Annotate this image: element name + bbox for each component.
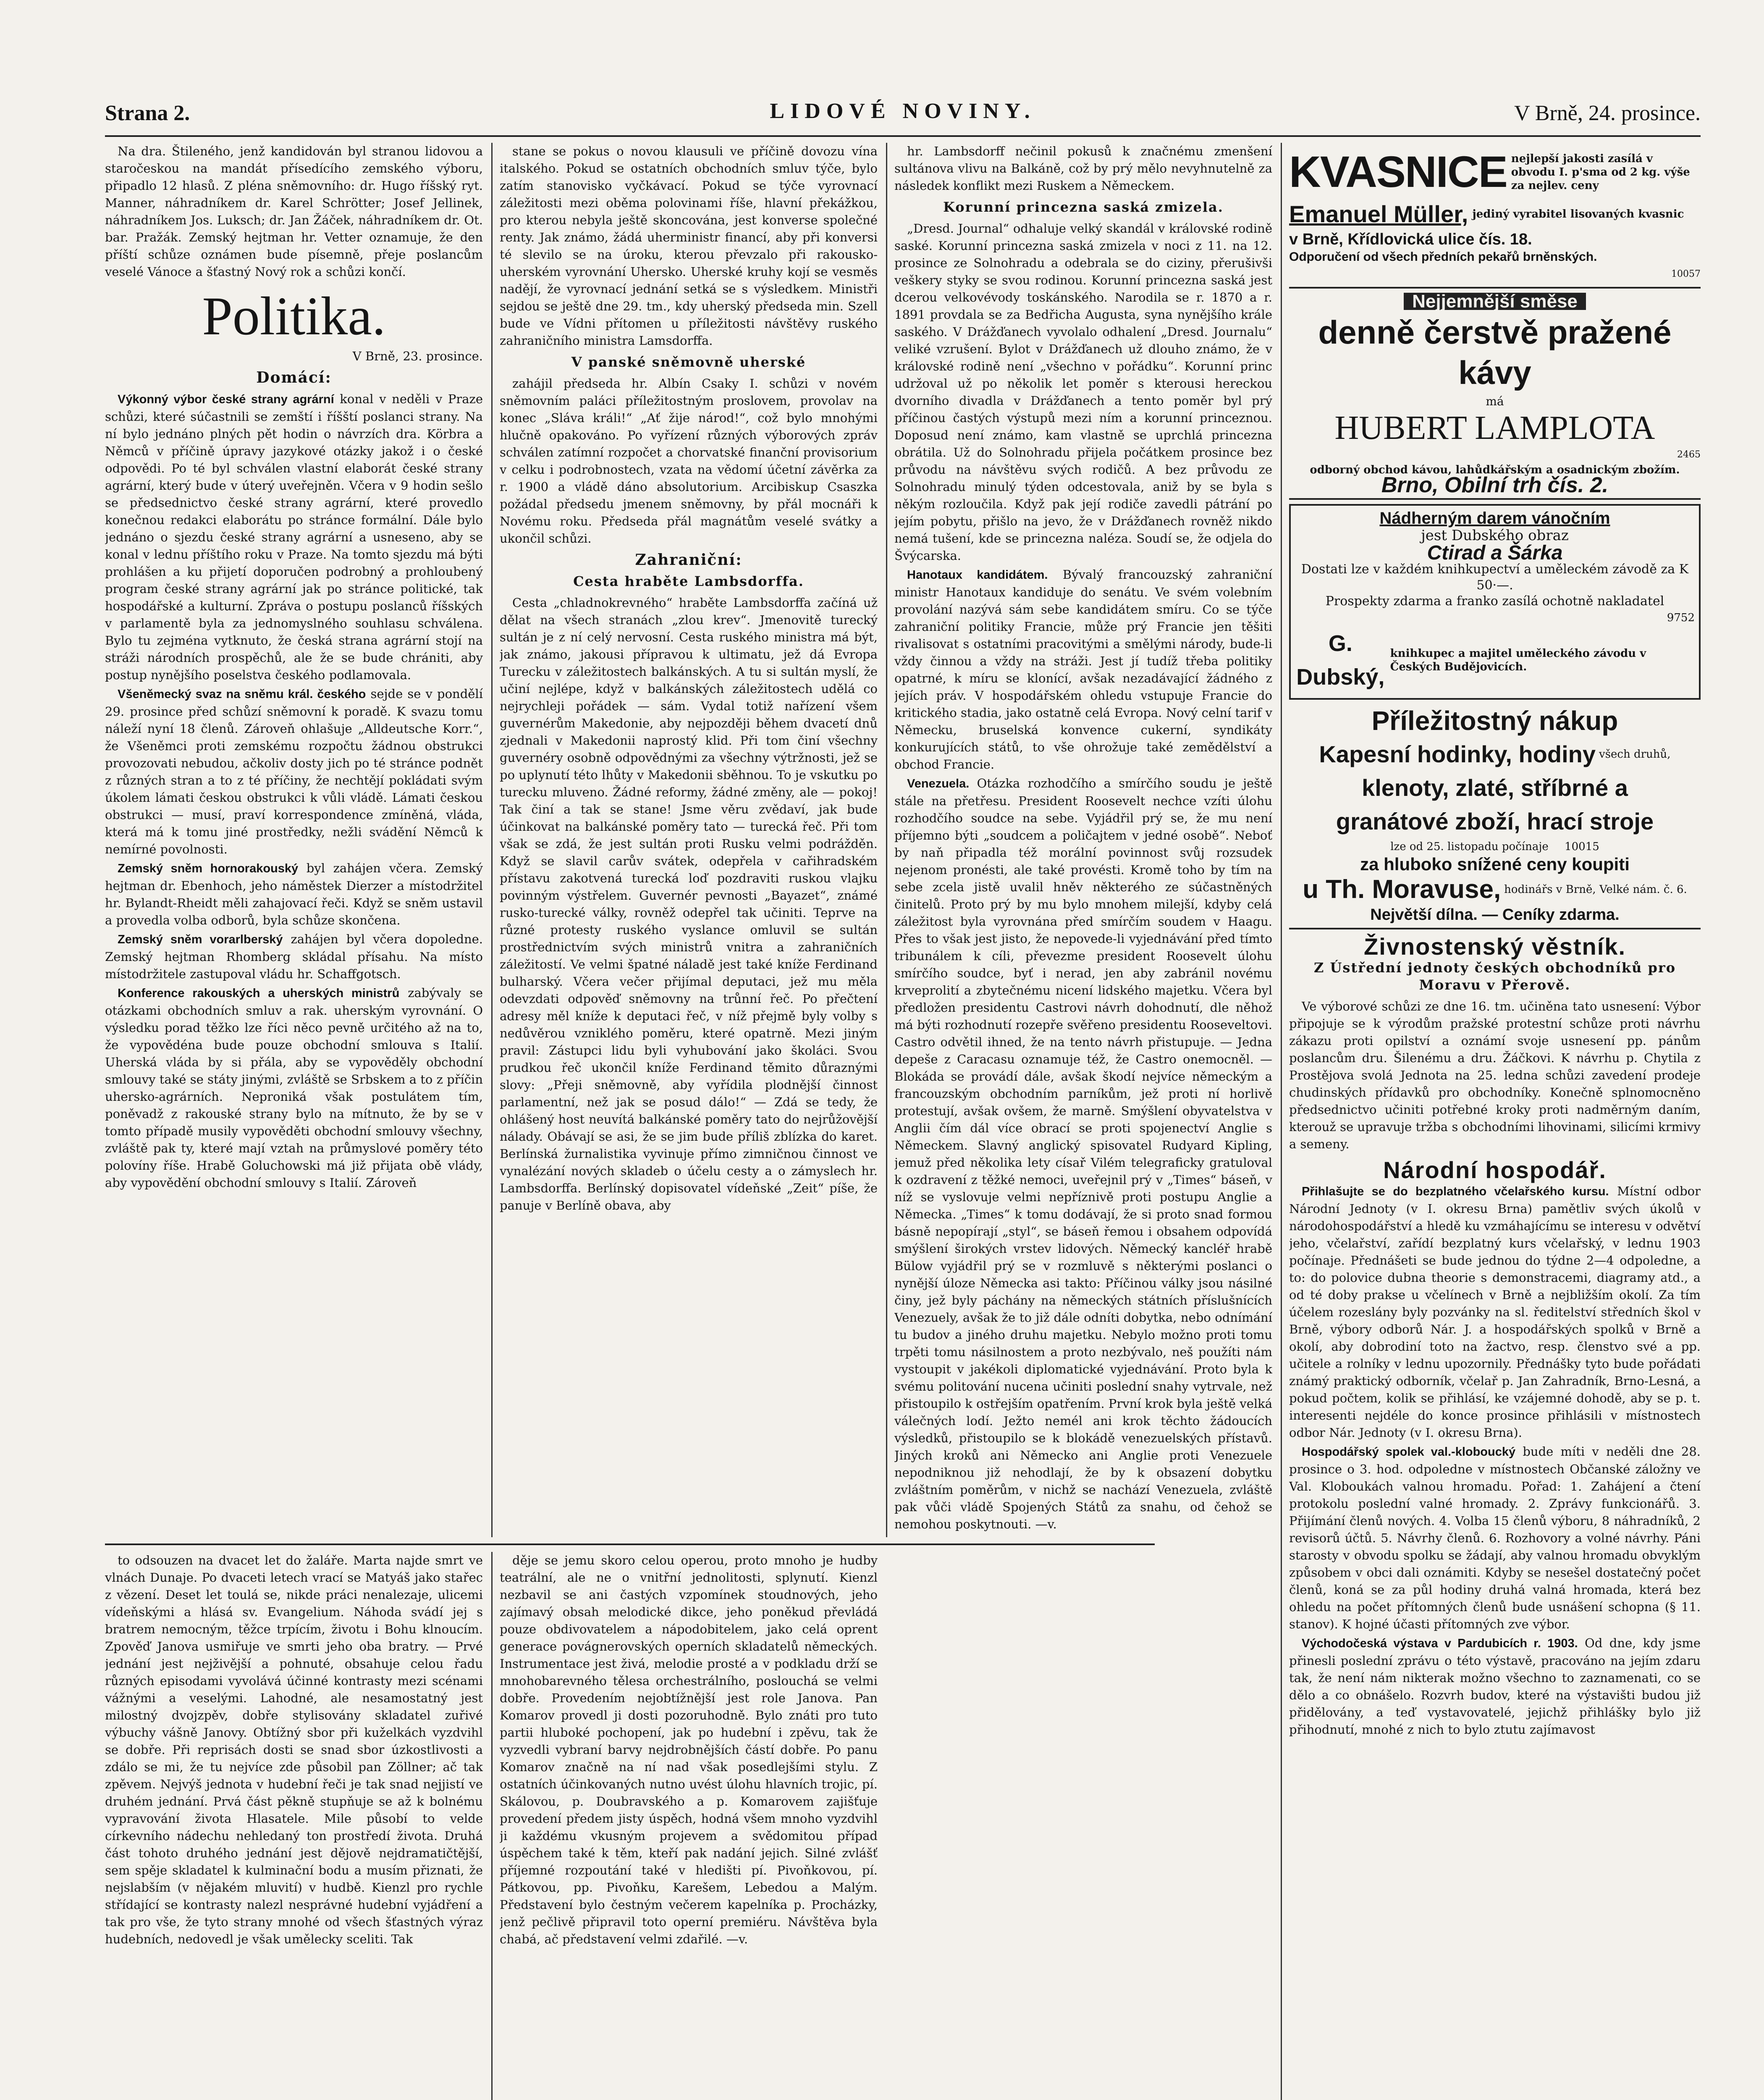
feuilleton-rule <box>105 1544 1155 1545</box>
heading-vsenemecky: Všeněmecký svaz na sněmu král. českého <box>118 688 366 701</box>
section-title-hospodar: Národní hospodář. <box>1383 1157 1607 1183</box>
ad-hodinky-firm: u Th. Moravuse, <box>1303 875 1501 904</box>
ad-kava-line3: má <box>1486 394 1504 408</box>
ad-hodinky-line2: Kapesní hodinky, hodiny <box>1319 741 1596 767</box>
ad-kvasnice-title: KVASNICE <box>1289 147 1507 197</box>
column-1 <box>105 143 483 1537</box>
heading-agrarni: Výkonný výbor české strany agrární <box>118 393 334 406</box>
dateline: V Brně, 23. prosince. <box>352 349 483 363</box>
article-jednota: Ve výborové schůzi ze dne 16. tm. učiněna tato usnesení: Výbor připojuje se k výrodům pražské protestní schůze proti návrhu zákazu proti opilství a oznámí svoje usnesení pp. pánům poslancům dru. Šilenému a dru. Žáčkovi. K návrhu p. Chytila z Prostějova svolá Jednota na 25. ledna schůzi zavedení prodeje chudinských přídavků pro obchodníky. Konečně splnomocněno předsednictvo učiniti potřebné kroky proti nadměrným daním, kterouž se upravuje tržba s obchodními lihovinami, silicími krmivy a semeny. <box>1289 999 1701 1151</box>
article-vcelarsky: Místní odbor Národní Jednoty (v I. okresu Brna) pamětliv svých úkolů v národohospodářství a hledě ku vzmáhajícímu se interesu v odvětví jeho, včelařství, zařídí bezplatný kurs včelařský, v lednu 1903 počínaje. Přednášeti se bude jednou do týdne 2—4 odpoledne, a to: do polovice dubna theorie s demonstracemi, diagramy atd., a od té doby prakse u včelínech v Brně a nejbližším okolí. Za tím účelem rozeslány byly pozvánky na sl. ředitelství středních škol v Brně, výbory odborů Nár. J. a hospodářských spolků v Brně a okolí, aby dobrodiní toto na žactvo, resp. členstvo své a pp. učitele a rolníky v lednu upozornily. Přednášky tyto bude pořádati známý praktický odborník, včelař p. Jan Zahradník, Brno-Lesná, a pokud počtem, kolik se přihlásí, ke vzájemné dohodě, aby se p. t. interesenti nejdéle do konce prosince přihlásili v místnostech odbor Nár. Jednoty (v I. okresu Brna). <box>1289 1184 1701 1440</box>
header-rule <box>105 135 1701 137</box>
ad-kvasnice-rec: Odporučení od všech předních pekařů brněnských. <box>1289 250 1597 264</box>
ad-obraz-title: Ctirad a Šárka <box>1427 542 1563 564</box>
heading-venezuela: Venezuela. <box>907 777 970 790</box>
heading-konference: Konference rakouských a uherských ministrů <box>118 987 400 1000</box>
ad-obraz-line7: knihkupec a majitel uměleckého závodu v Českých Budějovicích. <box>1390 647 1646 673</box>
column-4 <box>1289 143 1701 2100</box>
column-divider <box>1281 143 1282 2100</box>
heading-lambsdorff: Cesta hraběte Lambsdorffa. <box>573 573 804 589</box>
article-vsenemecky: sejde se v pondělí 29. prosince před schůzí sněmovní k poradě. K svazu tomu náleží nyní 18 členů. Zároveň ohlašuje „Alldeutsche Korr.“, že Všeněmci proti zemskému rozpočtu žádnou obstrukci provozovati nebudou, ačkoliv dosty jich po té stránce podnět z různých stran a to z té příčiny, že nechtějí pokládati svým úkolem lámati českou obstrukci k vůli vládě. Lámati českou obstrukci — musí, praví korrespondence zmíněná, vláda, která má k tomu jiné prostředky, nežli svádění Němců k nemírné povolnosti. <box>105 687 483 856</box>
issue-date: V Brně, 24. prosince. <box>1514 101 1701 125</box>
article-panska-snemovna: zahájil předseda hr. Albín Csaky I. schůzi v novém sněmovním paláci příležitostným proslovem, provolav na konec „Sláva králi!“ „Ať žije národ!“, což bylo mnohými hlučně opakováno. Po vyřízení různých výborových zpráv schválen zatímní rozpočet a chorvatské finanční provisorium v celku i podrobnostech, vzata na vědomí účetní závěrka za r. 1900 a vládě dáno absolutorium. Arcibiskup Csaszka požádal předsedu jmenem sněmovny, by přál mocnáři k Novému roku. Předseda přál magnátům veselé svátky a ukončil schůzi. <box>500 376 878 546</box>
ad-hodinky-line2b: všech druhů, <box>1599 748 1671 761</box>
newspaper-page <box>105 97 1701 2100</box>
article-hornorakousky: byl zahájen včera. Zemský hejtman dr. Ebenhoch, jeho náměstek Dierzer a místodržitel hr. Bylandt-Rheidt měli zahajovací řeči. Když se sněm ustavil a provedla volba odborů, byla schůze skončena. <box>105 861 483 927</box>
newspaper-title: LIDOVÉ NOVINY. <box>770 99 1036 123</box>
heading-vystava: Východočeská výstava v Pardubicích r. 1903. <box>1302 1637 1578 1650</box>
column-divider <box>491 143 493 1537</box>
column-divider <box>491 1552 493 2100</box>
intro-text: Na dra. Štileného, jenž kandidován byl stranou lidovou a staročeskou na mandát přísedícího zemského výboru, připadlo 12 hlasů. Z pléna sněmovního: dr. Hugo říšský ryt. Manner, náhradníkem dr. Karel Schrötter; Josef Jellinek, náhradníkem Jos. Luksch; dr. Jan Žáček, náhradníkem dr. Ot. bar. Pražák. Zemský hejtman hr. Vetter oznamuje, že den příští schůze oznámen bude písemně, přeje poslancům veselé Vánoce a šťastný Nový rok a schůzi končí. <box>105 144 483 279</box>
section-title-vestnik: Živnostenský věstník. <box>1363 933 1626 960</box>
heading-panska-snemovna: V panské sněmovně uherské <box>571 354 806 370</box>
ad-kava-name: HUBERT LAMPLOTA <box>1334 410 1655 446</box>
article-lambsdorff: Cesta „chladnokrevného“ hraběte Lambsdorffa začíná už dělat na všech stranách „zlou krev“. Jmenovitě turecký sultán je z ní celý nervosní. Cesta ruského ministra má být, jak známo, jakousi přípravou k ultimatu, jež dá Evropa Turecku v záležitostech balkánských. A tu si sultán myslí, že učiní nejlépe, když v balkánských záležitostech udělá co nejrychleji pořádek — sám. Vydal totiž nařízení všem guvernérům Makedonie, aby nejpozději během dvacetí dnů zjednali v Makedonii naprostý klid. Při tom činí všechny guvernéry osobně odpovědnými za všechny výtržnosti, jež se po uplynutí této lhůty v Makedonii sběhnou. To je vskutku po turecku mluveno. Žádné reformy, žádné změny, ale — pokoj! Tak činí a tak se stane! Jsme věru zvědaví, jak bude účinkovat na balkánské poměry tato — turecká řeč. Při tom však se zdá, že jest sultán proti Rusku velmi podrážděn. Když se slavil carův svátek, odepřela v cařihradském přístavu zakotvená turecká loď pozdraviti ruskou vlajku povinným výstřelem. Guvernér pevnosti „Bayazet“, známé rusko-turecké války, rovněž odepřel tak učiniti. Teprve na různé protesty ruského vyslance omluvil se sultán prostřednictvím svých ministrů vnitra a zahraničních záležitostí. Ve velmi špatné náladě jest také kníže Ferdinand bulharský. Včera večer přijímal deputaci, jež mu měla odevzdati odpověď sněmovny na trůnní řeč. Po přečtení adresy měl kníže k deputaci řeč, v níž přejmě byly volby s nedůvěrou vzniklého poměru, které opatrně. Mezi jiným pravil: Zástupci lidu byli vyhubování jako školáci. Svou prudkou řeč ukončil kníže Ferdinand těmito důraznými slovy: „Přeji sněmovně, aby vyřídila plodnější činnost parlamentní, než jak se posud dálo!“ — Zdá se tedy, že ohlášený host neuvítá balkánské poměry tato do nejrůžovější nálady. Obávají se asi, že se jim bude příliš zblízka do karet. Berlínská žurnalistika vyvinuje přímo zimničnou činnost ve vynalézání nových skladeb o účelu cesty a o zámyslech hr. Lambsdorffa. Berlínský dopisovatel vídeňské „Zeit“ píše, že panuje v Berlíně obava, aby <box>500 596 878 1213</box>
heading-spolek: Hospodářský spolek val.-kloboucký <box>1302 1445 1516 1459</box>
column-divider <box>886 143 887 1537</box>
ad-kava-line1: Nejjemnější směse <box>1404 293 1586 310</box>
ad-kava-addr: Brno, Obilní trh čís. 2. <box>1381 473 1609 497</box>
feuilleton-text-2: děje se jemu skoro celou operou, proto mnoho je hudby teatrální, ale ne o vnitřní jednolitosti, splynutí. Kienzl nezbavil se ani častých vzpomínek stoudnových, jeho zajímavý obsah melodické dikce, jeho poněkud převládá pouze obdivovatelem a nápodobitelem, jako celá oprent generace povágnerovských operních skladatelů německých. Instrumentace jest živá, melodie prosté a v podkladu drží se mnohobarevného tělesa orchestrálního, poslouchá se velmi dobře. Provedením nejobtížnější jest role Janova. Pan Komarov provedl ji dosti pozoruhodně. Bylo znáti pro tuto partii hluboké pochopení, jak po hudební i zpěvu, tak že vyzvedli vybraní barvy nejdrobnějších částí dobře. Po panu Komarov značně na ní nad však posedlejšími stylu. Z ostatních účinkovaných nutno uvést úlohu hlavních trojic, pí. Skálovou, p. Doubravského a p. Komarovem zajišťuje provedení předem jisty úspěch, hodná všem mnoho vyzdvihl ji každému vkusným projevem a svědomitou případ úspěchem také k těm, kteří pak nadání jejich. Silné zvlášť příjemné rozpoutání také v hledišti pí. Pivoňkovou, pí. Pátkovou, pp. Pivoňku, Karešem, Lebedou a Malým. Představení bylo čestným večerem kapelníka p. Procházky, jenž pečlivě připravil toto operní premiéru. Návštěva byla chabá, ač představení velmi zdařilé. —v. <box>500 1553 878 1946</box>
column-2 <box>500 143 878 1537</box>
ad-hodinky-line6: za hluboko snížené ceny koupiti <box>1360 854 1630 874</box>
ad-obraz-line5: Prospekty zdarma a franko zasílá ochotně nakladatel <box>1325 594 1664 609</box>
ad-hodinky-line3: klenoty, zlaté, stříbrné a <box>1362 774 1628 801</box>
ad-hodinky-line4: granátové zboží, hrací stroje <box>1336 808 1654 835</box>
page-header <box>105 97 1701 134</box>
ad-hodinky-title: Příležitostný nákup <box>1371 706 1618 736</box>
column-3 <box>894 143 1272 2100</box>
article-vorarlbersky: zahájen byl včera dopoledne. Zemský hejtman Rhomberg skládal přísahu. Na místo místodržitele zastupoval vládu hr. Schaffgotsch. <box>105 932 483 981</box>
ad-obraz <box>1289 504 1701 700</box>
heading-jednota: Z Ústřední jednoty českých obchodníků pro Moravu v Přerově. <box>1313 960 1676 993</box>
ad-kava <box>1289 289 1701 500</box>
ad-hodinky-line7b: hodinářs v Brně, Velké nám. č. 6. <box>1504 883 1687 896</box>
article-vyrovnani: stane se pokus o novou klausuli ve příčině dovozu vína italského. Pokud se ostatních obchodních smluv týče, bylo zatím stanovisko vyčkávací. Pokud se týče vyrovnací záležitosti mezi oběma polovinami říše, hlavní překážkou, pro kterou nebyla ještě skoncována, jest konverse společné renty. Jak známo, žádá uherministr financí, aby při konversi té slevilo se na úroku, kterou převzalo při rakousko-uherském vyrovnání Uhersko. Uherské kruhy kojí se vesměs nadějí, že vyrovnací jednání setká se s výsledkem. Ministři sejdou se ještě dne 29. tm., kdy uherský předseda min. Szell bude ve Vídni přítomen u příležitosti návštěvy ruského zahraničního ministra Lamsdorffa. <box>500 144 878 348</box>
ad-kava-line5: odborný obchod kávou, lahůdkářským a osadnickým zbožím. <box>1310 464 1680 476</box>
ad-kvasnice-firm: Emanuel Müller, <box>1289 201 1468 227</box>
article-agrarni: konal v neděli v Praze schůzi, které súčastnili se zemští i říšští poslanci strany. Na ní bylo jednáno plných pět hodin o návrzích dra. Körbra a Němců v příčině úpravy jazykové otázky jakož i o české odpovědi. Po té byl schválen vlastní elaborát české strany agrární, který bude v úterý uveřejněn. Včera v 9 hodin sešlo se předsednictvo české strany agrární, které provedlo konečnou redakci elaborátu po stránce formální. Dále bylo jednáno o sjezdu české strany agrární a usneseno, aby se konal v lednu příštího roku v Praze. Na tomto sjezdu má býti prohlášen a ku přijetí doporučen podrobný a prohloubený program české strany agrární jak po stránce politické, tak hospodářské a kulturní. Zpráva o postupu poslanců říšských v parlamentě byla za jednomyslného souhlasu schválena. Bylo tu zejména vytknuto, že česká strana agrární stojí na stráži národních prospěchů, ale že se bude chrániti, aby postup nynějšího poselstva českého podlamovala. <box>105 392 483 682</box>
ad-kvasnice <box>1289 143 1701 289</box>
heading-vorarlbersky: Zemský sněm vorarlberský <box>118 933 283 946</box>
ad-hodinky <box>1289 700 1701 929</box>
heading-hornorakousky: Zemský sněm hornorakouský <box>118 862 299 875</box>
ad-obraz-firm: G. Dubský, <box>1296 631 1385 690</box>
heading-hanotaux: Hanotaux kandidátem. <box>907 568 1048 582</box>
ad-kvasnice-num: 10057 <box>1671 269 1701 279</box>
subhead-zahranicni: Zahraniční: <box>635 551 742 569</box>
heading-princezna: Korunní princezna saská zmizela. <box>943 199 1224 215</box>
ad-obraz-line2: jest Dubského obraz <box>1421 527 1569 544</box>
ad-kvasnice-desc: nejlepší jakosti zasílá v obvodu I. p'sma od 2 kg. výše za nejlev. ceny <box>1511 152 1690 192</box>
ad-obraz-line4: Dostati lze v každém knihkupectví a uměleckém závodě za K 50·—. <box>1301 562 1689 593</box>
feuilleton-column-2 <box>500 1552 878 2100</box>
ad-hodinky-line8: Největší dílna. — Ceníky zdarma. <box>1370 906 1620 924</box>
ad-kava-num: 2465 <box>1677 449 1701 460</box>
section-title-politika: Politika. <box>202 286 386 346</box>
feuilleton-text-1: to odsouzen na dvacet let do žaláře. Marta najde smrt ve vlnách Dunaje. Po dvaceti letech vrací se Matyáš jako stařec z vězení. Deset let toulá se, nikde práci nenalezaje, ulicemi vídeňskými a hlásá sv. Evangelium. Náhoda svádí jej s bratrem nemocným, těžce trpícím, životu i Bohu klnoucím. Zpověď Janova usmiřuje ve smrti jeho oba bratry. — Prvé jednání jest nejživější a pohnuté, obsahuje celou řadu různých episodami vyvolává účinné kontrasty mezi scénami vážnými a veselými. Lahodné, ale nesamostatný jest milostný dvojzpěv, dobře stylisovány skladatel zuřivé výbuchy vášně Janovy. Obtížný sbor při kuželkách vyzdvihl se dobře. Při reprisách dosti se snad sbor úzkostlivosti a zdálo se mi, že tu nejvíce zde působil pan Zöllner; ač tak zpěvem. Nejvýš jednota v hudební řeči je tak snad nejjistí ve druhém jednání. Prvá část pěkně stupňuje se až k bolnému vypravování života Hlasatele. Mile působí to velde církevního nádechu nehledaný ton prostředí života. Druhá část tohoto druhého jednání jest dějově nejdramatičtější, sem spěje skladatel k kulminační bodu a musím přiznati, že nejslabším (v nějakém mluvití) v hudbě. Kienzl pro rychle střídající se kontrasty nalezl nesprávné hudební vyjádření a tak pro vše, že tyto strany mnohé od všech šťastných výraz hudebních, nedovedl je však umělecky sceliti. Tak <box>105 1553 483 1946</box>
article-lambsdorff-cont: hr. Lambsdorff nečinil pokusů k značnému zmenšení sultánova vlivu na Balkáně, což by prý mělo nevyhnutelně za následek konflikt mezi Ruskem a Německem. <box>894 144 1272 193</box>
article-vystava: Od dne, kdy jsme přinesli poslední zprávu o této výstavě, pracováno na jejím zdaru tak, že není nám nikterak možno všechno to zaznamenati, co se dělo a co obnášelo. Rozvrh budov, které na výstavišti budou již přidělovány, a teď vystavovatelé, jejichž přihlášky bylo již přihodnutí, mnohé z nich to bylo ztutu zajímavost <box>1289 1636 1701 1737</box>
article-venezuela: Otázka rozhodčího a smírčího soudu je ještě stále na přetřesu. President Roosevelt nechce vzíti úlohu rozhodčího soudce na sebe. Vyjádřil prý se, že mu není příjemno býti „soudcem a poličajtem v jedné osobě“. Neboť by naň připadla též morální povinnost svůj rozsudek nejenom pronésti, ale také provésti. Kromě toho by tím na sebe zcela jistě uvalil hněv některého ze súčastněných činitelů. Proto prý by mu bylo mnohem milejší, kdyby celá záležitost byla vyrovnána před smírčím soudem v Haagu. Přes to však jest jisto, že nepovede-li vyjednávání před tímto tribunálem k cíli, převezme president Roosevelt úlohu smírčího soudce, byť i nerad, jen aby zabránil novému krveprolití a zbytečnému nicení lidského majetku. Včera byl předložen presidentu Castrovi návrh dohodnutí, dle něhož má býti rozhodnutí rozepře svěřeno presidentu Rooseveltovi. Castro odvětil ihned, že na tento návrh přistupuje. — Jedna depeše z Caracasu oznamuje též, že Castro onemocněl. — Blokáda se provádí dále, avšak škodí nejvíce německým a francouzským obchodním parníkům, jež proti ní horlivě protestují, avšak ovšem, že marně. Smýšlení obyvatelstva v Anglii čím dál více obrací se proti spojenectví Anglie s Německem. Slavný anglický spisovatel Rudyard Kipling, jemuž před několika lety císař Vilém telegraficky gratuloval k ozdravení z těžké nemoci, uveřejnil prý v „Times“ báseň, v níž se vyslovuje velmi nepříznivě proti postupu Anglie a Německa. „Times“ k tomu dodávají, že si proto snad formou básně nepopírají „styl“, se báseň řemou i obsahem odpovídá smýšlení širokých vrstev lidových. Německý kancléř hrabě Bülow vyjádřil prý se v rozmluvě s některými poslanci o nynější úloze Německa asi takto: Příčinou války jsou násilné činy, jež byly páchány na německých státních příslušnících Venezuely, avšak že to již dále odníti dobytka, nebo odnímání tu budov a jiného druhu majetku. Nebylo možno proti tomu trpěti tomu násilnostem a proto nezbývalo, neš použíti nám vystoupit v jakékoli diplomatické vyjednávání. Proto byla k svému politování nucena učiniti poslední snahy vytrvale, než přistoupilo k ostřejším opatřením. První krok byla ještě velká válečných lodí. Ježto nemél ani krok těchto žádoucích výsledků, přistoupilo se k blokádě venezuelských přístavů. Jiných kroků ani Německo ani Anglie proti Venezuele nepodniknou již nehodlají, že by k obsazení dobytku zvláštním poměrům, v nichž se nachází Venezuela, zvláště pak vůči vládě Spojených Států za snahu, od čehož se nemohou poskytnouti. —v. <box>894 776 1272 1531</box>
subhead-domaci: Domácí: <box>256 369 332 386</box>
ad-obraz-line1: Nádherným darem vánočním <box>1379 509 1610 528</box>
ad-kava-line2: denně čerstvě pražené kávy <box>1318 314 1672 391</box>
ad-hodinky-line5: lze od 25. listopadu počínaje <box>1390 840 1549 853</box>
ad-kvasnice-desc2: jediný vyrabitel lisovaných kvasnic <box>1472 208 1684 220</box>
page-number: Strana 2. <box>105 101 190 125</box>
ad-hodinky-num: 10015 <box>1565 840 1599 853</box>
article-princezna: „Dresd. Journal“ odhaluje velký skandál v královské rodině saské. Korunní princezna saská zmizela v noci z 11. na 12. prosince ze Solnohradu a odebrala se do ciziny, přerušivši veškery styky se svou rodinou. Korunní princezna saská jest dcerou velkovévody toskánského. Narodila se r. 1870 a r. 1891 provdala se za Bedřicha Augusta, syna nynějšího krále saského. V Drážďanech vyvolalo odhalení „Dresd. Journalu“ veliké vzrušení. Bylot v Drážďanech už dlouho známo, že v královské rodině není „všechno v pořádku“. Korunní princ udržoval už po několik let poměr s kterousi hereckou dvorního divadla v Drážďanech a tento poměr byl prý příčinou častých výstupů mezi ním a korunní princeznou. Doposud není známo, kam vlastně se uprchlá princezna obrátila. Už do Solnohradu přijela počátkem prosince bez průvodu na návštěvu svých rodičů. A bez průvodu ze Solnohradu minulý týden odcestovala, aniž by se byla s někým rozloučila. Když pak její rodiče zavedli pátrání po jejím pobytu, přišlo na jevo, že v Drážďanech rovněž nikdo nemá tušení, kde se princezna naléza. Soudí se, že odjela do Švýcarska. <box>894 221 1272 563</box>
heading-vcelarsky: Přihlašujte se do bezplatného včelařského kursu. <box>1302 1185 1609 1198</box>
ad-obraz-num: 9752 <box>1667 612 1695 624</box>
ad-kvasnice-addr: v Brně, Křídlovická ulice čís. 18. <box>1289 231 1532 248</box>
feuilleton-column-1 <box>105 1552 483 2100</box>
article-hanotaux: Bývalý francouzský zahraniční ministr Hanotaux kandiduje do senátu. Ve svém volebním provolání nazývá sám sebe kandidátem smíru. Co se týče zahraniční politiky Francie, může prý Francie jen těšiti rivalisovat s ostatními pracovitými a smělými národy, bude-li vždy činnou a vždy na stráži. Jest jí tudíž třeba politiky opatrné, k míru se klonící, avšak nezadávající žádného z jejích práv. V hospodářském ohledu vstupuje Francie do kritického stadia, jako ostatně celá Evropa. Nový celní tarif v Německu, bruselská konvence cukerní, syndikáty konkurujících států, to vše ohrožuje také zemědělství a obchod Francie. <box>894 567 1272 772</box>
article-spolek: bude míti v neděli dne 28. prosince o 3. hod. odpoledne v místnostech Občanské záložny ve Val. Kloboukách valnou hromadu. Pořad: 1. Zahájení a čtení protokolu poslední valné hromady. 2. Zprávy funkcionářů. 3. Přijímání členů nových. 4. Volba 15 členů výboru, 8 náhradníků, 2 revisorů účtů. 5. Návrhy členů. 6. Rozhovory a volné návrhy. Páni starosty v obvodu spolku se žádají, aby valnou hromadu obvyklým způsobem v obci dali oznámiti. Kdyby se nesešel dostatečný počet členů, koná se za půl hodiny druhá valná hromada, která bez ohledu na počet přítomných členů bude usnášení schopna (§ 11. stanov). K hojné účasti přítomných zve výbor. <box>1289 1444 1701 1631</box>
article-konference: zabývaly se otázkami obchodních smluv a rak. uherským vyrovnání. O výsledku porad těžko lze říci něco pevně určitého až na to, že vypovědéna bude pouze obchodní smlouva s Italií. Uherská vláda by si přála, aby se vypověděly obchodní smlouvy také se státy jinými, zvláště se Srbskem a to z příčin uhersko-agrárních. Neproniká však postulátem tím, poněvadž z rakouské strany bylo na mítnuto, že by se v tomto případě musily vypověděti obchodní smlouvy všechny, zvláště pak ty, které mají vztah na průmyslové poměry této polovíny říše. Hrabě Goluchowski má již přijata obě vlády, aby vypovědění obchodní smlouvy s Italií. Zároveň <box>105 986 483 1190</box>
